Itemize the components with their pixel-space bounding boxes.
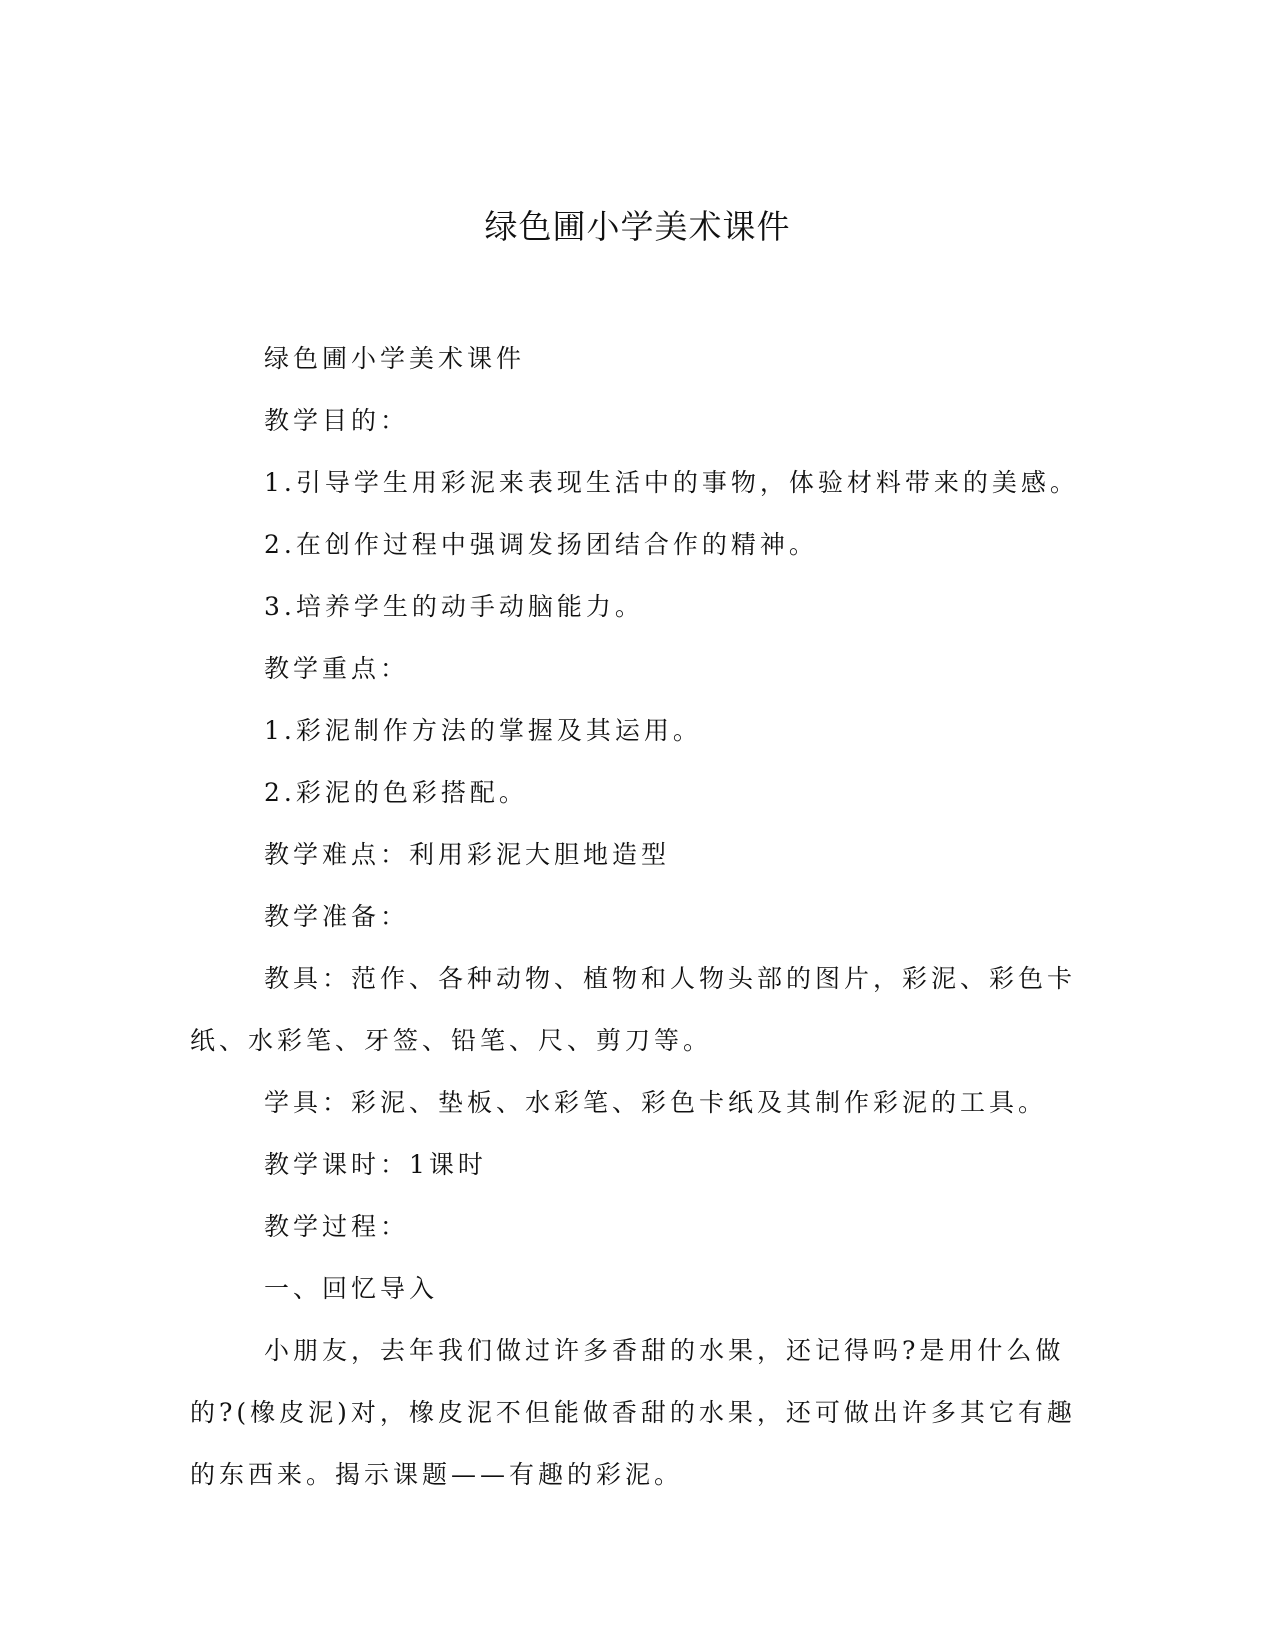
paragraph-section-1-heading: 一、回忆导入 — [264, 1274, 439, 1303]
paragraph-teaching-aids: 教具：范作、各种动物、植物和人物头部的图片，彩泥、彩色卡纸、水彩笔、牙签、铅笔、尺、剪刀等。 — [190, 964, 1077, 1055]
paragraph-difficulty: 教学难点：利用彩泥大胆地造型 — [264, 840, 671, 869]
document-title: 绿色圃小学美术课件 — [484, 207, 791, 246]
paragraph-key-point-1: 1.彩泥制作方法的掌握及其运用。 — [264, 716, 702, 745]
paragraph-objectives-heading: 教学目的： — [264, 406, 410, 435]
paragraph-student-tools: 学具：彩泥、垫板、水彩笔、彩色卡纸及其制作彩泥的工具。 — [264, 1088, 1048, 1117]
document-body — [190, 328, 1090, 1506]
paragraph-subtitle: 绿色圃小学美术课件 — [264, 344, 526, 373]
paragraph-class-hours: 教学课时：1课时 — [264, 1150, 487, 1179]
paragraph-introduction: 小朋友，去年我们做过许多香甜的水果，还记得吗?是用什么做的?(橡皮泥)对，橡皮泥不但能做香甜的水果，还可做出许多其它有趣的东西来。揭示课题——有趣的彩泥。 — [190, 1336, 1076, 1489]
paragraph-key-point-2: 2.彩泥的色彩搭配。 — [264, 778, 528, 807]
paragraph-preparation-heading: 教学准备： — [264, 902, 410, 931]
paragraph-key-points-heading: 教学重点： — [264, 654, 410, 683]
paragraph-objective-1: 1.引导学生用彩泥来表现生活中的事物，体验材料带来的美感。 — [264, 468, 1079, 497]
paragraph-process-heading: 教学过程： — [264, 1212, 410, 1241]
paragraph-objective-3: 3.培养学生的动手动脑能力。 — [264, 592, 644, 621]
paragraph-objective-2: 2.在创作过程中强调发扬团结合作的精神。 — [264, 530, 818, 559]
